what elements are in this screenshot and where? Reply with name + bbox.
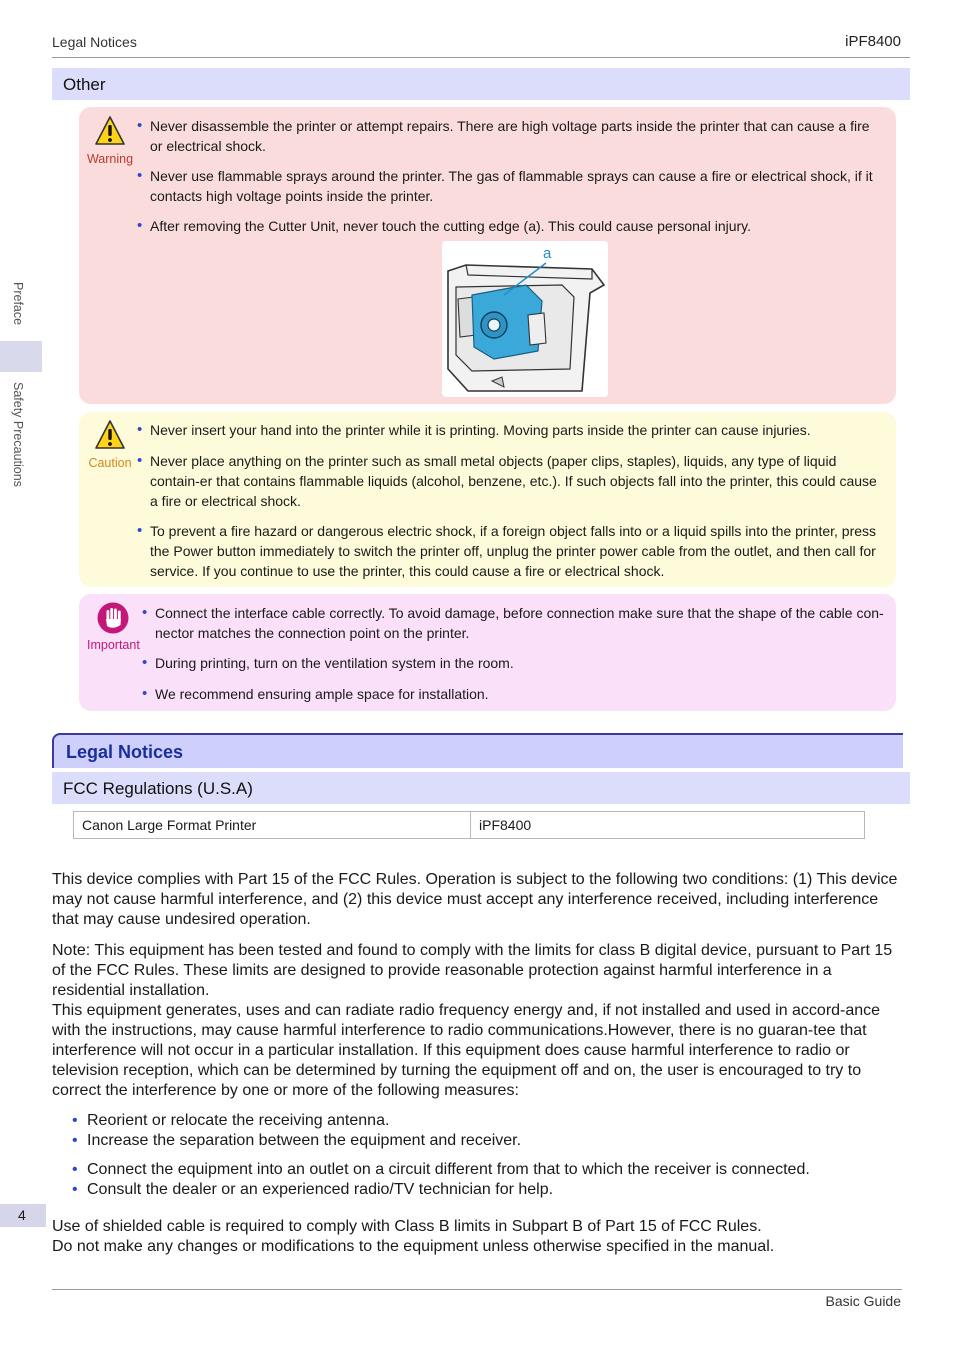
caution-label: Caution	[88, 456, 132, 470]
fcc-paragraph-3	[52, 1217, 902, 1257]
paragraph-text: Do not make any changes or modifications to the equipment unless otherwise specified in the manual.	[52, 1238, 775, 1255]
table-cell-model: iPF8400	[471, 812, 865, 839]
important-list	[142, 603, 884, 714]
header-rule	[52, 57, 910, 58]
running-header-section: Legal Notices	[52, 34, 137, 50]
caution-icon-block	[86, 419, 134, 470]
fcc-title: FCC Regulations (U.S.A)	[63, 779, 253, 798]
list-item: • Connect the interface cable correctly. To avoid damage, before connection make sure that the shape of the cable con-nector matches the connection point on the printer.	[142, 603, 884, 643]
heading-legal-notices	[52, 733, 903, 768]
cutter-unit-figure	[442, 241, 608, 397]
table-cell-product: Canon Large Format Printer	[74, 812, 471, 839]
page-number: 4	[18, 1207, 26, 1223]
footer-guide-name: Basic Guide	[825, 1293, 901, 1309]
paragraph-text: This equipment generates, uses and can radiate radio frequency energy and, if not installed and used in accord-ance with the instructions, may cause harmful interference to radio communications.However, there is no guaran-tee that interference will not occur in a particular installation. If this equipment does cause harmful interference to radio or television reception, which can be determined by turning the equipment off and on, the user is encouraged to try to correct the interference by one or more of the following measures:	[52, 1002, 881, 1099]
warning-triangle-icon	[94, 115, 126, 147]
cutter-unit-illustration	[442, 241, 608, 397]
list-item: • Never place anything on the printer such as small metal objects (paper clips, staples), liquids, any type of liquid contain-er that contains flammable liquids (alcohol, benzene, etc.). If such objects fall into the printer, this could cause a fire or electrical shock.	[137, 451, 885, 511]
paragraph-text: This device complies with Part 15 of the FCC Rules. Operation is subject to the following two conditions: (1) This device may not cause harmful interference, and (2) this device must accept any interference received, including interference that may cause undesired operation.	[52, 871, 898, 928]
section-heading-fcc	[52, 772, 910, 804]
list-item: • To prevent a fire hazard or dangerous electric shock, if a foreign object falls into or a liquid spills into the printer, press the Power button immediately to switch the printer off, unplug the printer power cable from the outlet, and then call for service. If you continue to use the printer, this could cause a fire or electrical shock.	[137, 521, 885, 581]
list-item: • During printing, turn on the ventilation system in the room.	[142, 653, 884, 673]
page-number-tab	[0, 1204, 46, 1227]
figure-callout-label: a	[543, 245, 552, 262]
paragraph-text: Use of shielded cable is required to comply with Class B limits in Subpart B of Part 15 of FCC Rules.	[52, 1218, 762, 1235]
side-tab-preface[interactable]	[11, 282, 31, 342]
list-item: • Never disassemble the printer or attempt repairs. There are high voltage parts inside the printer that can cause a fire or electrical shock.	[137, 116, 882, 156]
fcc-paragraph-1	[52, 870, 902, 930]
running-header-model: iPF8400	[845, 33, 901, 50]
warning-list	[137, 116, 882, 246]
fcc-paragraph-2	[52, 941, 902, 1101]
list-item: • Reorient or relocate the receiving antenna.	[72, 1111, 892, 1131]
warning-icon-block	[86, 115, 134, 166]
section-heading-other	[52, 68, 910, 100]
important-label: Important	[87, 638, 140, 652]
measures-list	[72, 1111, 892, 1200]
list-item: • Consult the dealer or an experienced radio/TV technician for help.	[72, 1180, 892, 1200]
list-item: • Increase the separation between the equipment and receiver.	[72, 1131, 892, 1151]
paragraph-text: Note: This equipment has been tested and found to comply with the limits for class B digital device, pursuant to Part 15 of the FCC Rules. These limits are designed to provide reasonable protection against harmful interference in a residential installation.	[52, 942, 893, 999]
caution-triangle-icon	[94, 419, 126, 451]
list-item: • After removing the Cutter Unit, never touch the cutting edge (a). This could cause personal injury.	[137, 216, 882, 236]
hand-stop-icon	[96, 601, 130, 635]
side-tab-preface-label: Preface	[11, 282, 25, 326]
list-item: • Never use flammable sprays around the printer. The gas of flammable sprays can cause a fire or electrical shock, if it contacts high voltage points inside the printer.	[137, 166, 882, 206]
table-row	[74, 812, 865, 839]
side-tab-active-marker	[0, 341, 42, 372]
legal-notices-title: Legal Notices	[66, 742, 184, 762]
footer-rule	[52, 1289, 902, 1290]
fcc-product-table	[73, 811, 865, 839]
list-item: • Never insert your hand into the printer while it is printing. Moving parts inside the printer can cause injuries.	[137, 420, 885, 440]
section-title: Other	[63, 75, 106, 94]
list-item: • We recommend ensuring ample space for installation.	[142, 684, 884, 704]
list-item: • Connect the equipment into an outlet on a circuit different from that to which the receiver is connected.	[72, 1160, 892, 1180]
important-icon-block	[87, 601, 139, 652]
caution-list	[137, 420, 885, 591]
side-tab-safety[interactable]	[11, 382, 31, 502]
warning-label: Warning	[86, 152, 134, 166]
side-tab-safety-label: Safety Precautions	[11, 382, 25, 487]
